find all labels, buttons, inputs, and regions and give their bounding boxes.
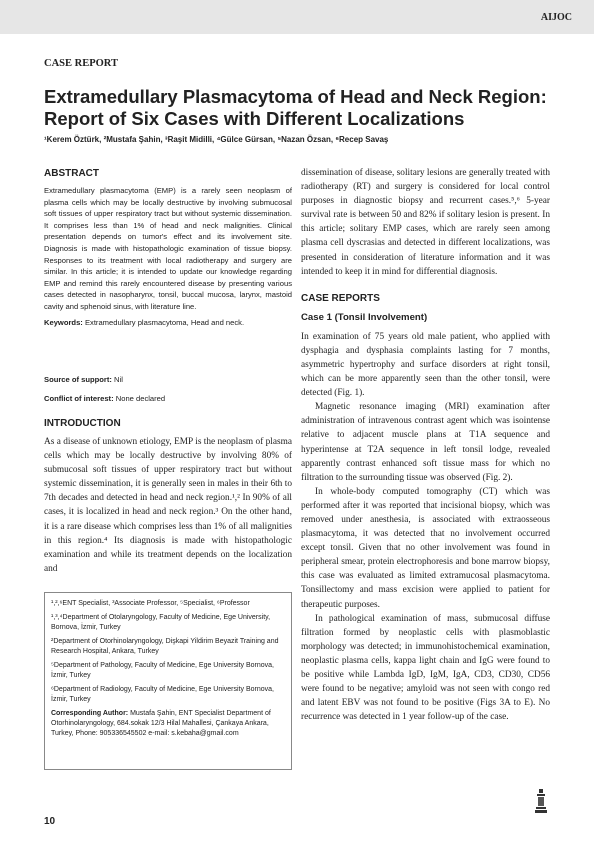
abstract-section: [44, 168, 292, 328]
section-label: CASE REPORT: [44, 58, 119, 69]
case1-heading: Case 1 (Tonsil Involvement): [301, 311, 428, 323]
conflict-line: [44, 393, 292, 405]
abstract-text: Extramedullary plasmacytoma (EMP) is a rarely seen neoplasm of plasma cells which may be locally destructive by involving submucosal soft tissues of upper respiratory tract but without systemic dissemination. It comprises less than 1% of head and neck malignities. Clinical presentation depends on tumor's effect and its involvement site. Diagnosis is made with histopathologic examination of tissue biopsy. Responses to its treatment with local radiotherapy and surgery are similar. In this article; it is intended to update our knowledge regarding EMP and remind this rarely encountered disease by presenting various cases detected in nasopharynx, tonsil, buccal mucosa, larynx, mastoid cavity and sphenoid sinus, with literature line.: [44, 186, 292, 311]
article-title: Extramedullary Plasmacytoma of Head and Neck Region: Report of Six Cases with Different Localizations: [44, 86, 547, 129]
keywords-label: Keywords:: [44, 317, 83, 327]
case1-paragraph-2: Magnetic resonance imaging (MRI) examination after administration of intravenous contrast agent which was isointense relative to adjacent muscle plans at T1A sequence and hyperintense at T2A sequence in left tonsil lodge, revealed apparently contrast enhanced soft tissue mass for which no filtration to the surrounding tissue was observed (Fig. 2).: [301, 402, 550, 483]
abstract-heading: ABSTRACT: [44, 168, 99, 179]
keywords-text: Extramedullary plasmacytoma, Head and neck.: [84, 317, 245, 327]
footnote-affiliation-2: ²Department of Otorhinolaryngology, Dişkapi Yildirim Beyazit Training and Research Hospital, Ankara, Turkey: [51, 638, 279, 655]
introduction-heading: INTRODUCTION: [44, 418, 121, 429]
support-label: Source of support:: [44, 375, 112, 384]
header-band: [0, 0, 594, 34]
support-line: [44, 374, 292, 386]
intro-continued: dissemination of disease, solitary lesions are generally treated with radiotherapy (RT) and surgery is considered for local control purposes in diagnostic biopsy and recurrent cases.⁵,⁶ 5-year survival rate is between 50 and 82% if solitary lesion is present. In this article; solitary EMP cases, which are rarely seen among plasma cell dyscrasias and detected in different localizations, was presented in consideration of literature information and it was intended to keep it in mind for differential diagnosis.: [301, 168, 550, 277]
publisher-logo-icon: [534, 788, 548, 814]
conflict-label: Conflict of interest:: [44, 393, 114, 403]
conflict-text: None declared: [115, 393, 166, 403]
corresponding-text: Mustafa Şahin, ENT Specialist Department of Otorhinolaryngology, 684.sokak 12/3 Hilal Mahallesi, Çankaya Ankara, Turkey, Phone: 905336545502 e-mail: s.kebaha@gmail.com: [51, 710, 271, 737]
case-reports-heading: CASE REPORTS: [301, 292, 380, 304]
case1-paragraph-1: In examination of 75 years old male patient, who applied with dysphagia and dysphasia complaints lasting for 7 months, asymmetric hypertrophy and surface disorders at right tonsil, which can be more apparently seen than the other tonsil, were detected (Fig. 1).: [301, 331, 550, 399]
page-number: 10: [44, 816, 56, 827]
footnote-affiliation-1: ¹,³,⁴Department of Otolaryngology, Faculty of Medicine, Ege University, Bornova, İzmir, Turkey: [51, 614, 271, 631]
right-column: [301, 166, 550, 724]
case1-paragraph-4: In pathological examination of mass, submucosal diffuse filtration formed by neoplastic cells with plasmoblastic morphology was detected; in immunohistochemical examination, neoplastic plasma cells, kappa light chain and IgG were found to be positive while Lambda IgD, IgM, IgA, CD3, CD30, CD56 were found to be negative; amyloid was not seen with congo red and latent EBV was not found to be positive (Figs 3A to E). No recurrence was detected in 1 year follow-up of the case.: [301, 613, 550, 723]
footnote-affiliation-3: ⁵Department of Pathology, Faculty of Medicine, Ege University Bornova, İzmir, Turkey: [51, 662, 274, 679]
journal-name: AIJOC: [540, 12, 572, 23]
footnote-affiliation-4: ⁶Department of Radiology, Faculty of Medicine, Ege University Bornova, İzmir, Turkey: [51, 686, 274, 703]
corresponding-label: Corresponding Author:: [51, 710, 129, 717]
keywords-line: [44, 317, 292, 329]
case1-paragraph-3: In whole-body computed tomography (CT) which was performed after it was reported that incisional biopsy, which was removed under anesthesia, is associated with extraosseous plasmacytoma, it was detected that no involvement occurred except tonsil. Given that no other involvement was found in peripheral smear, protein electrophoresis and bone marrow biopsy, this case was evaluated as limited extramucosal plasmacytoma. Tonsillectomy and mass excision were applied to patient for therapeutic purposes.: [301, 486, 550, 610]
introduction-section: [44, 418, 292, 576]
disclosures: [44, 374, 292, 404]
author-list: ¹Kerem Öztürk, ²Mustafa Şahin, ³Raşit Midilli, ⁴Gülce Gürsan, ⁵Nazan Özsan, ⁶Recep Savaş: [44, 135, 389, 144]
support-text: Nil: [114, 375, 123, 384]
footnote-roles: ¹,²,⁶ENT Specialist, ³Associate Professor, ⁵Specialist, ⁶Professor: [51, 600, 250, 607]
corresponding-author: [51, 709, 285, 739]
author-footnote-box: [44, 592, 292, 770]
introduction-text: As a disease of unknown etiology, EMP is the neoplasm of plasma cells which may be locally destructive by involving 80% of submucosal soft tissues of upper respiratory tract but without systemic dissemination, it is generally seen in males in their 6th to 7th decades and detected in head and neck region.¹,² In 90% of all cases, it is localized in head and neck region.³ On the other hand, it is a rare disease which comprises less than 1% of all malignities in this region.⁴ Its diagnosis is made with histopathologic examination and while its treatment depends on the localization and: [44, 437, 292, 574]
